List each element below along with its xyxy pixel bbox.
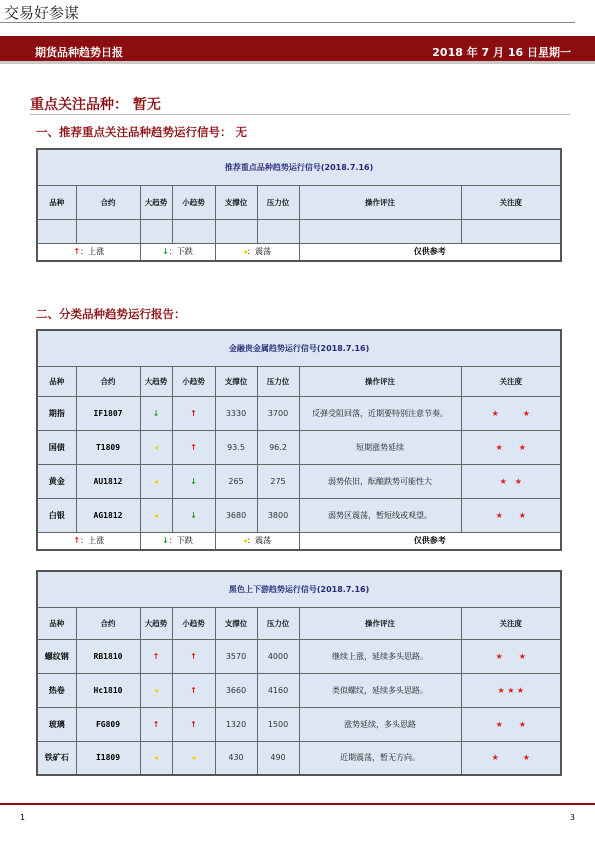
star-rating-icon: ★ ★ [461,498,561,532]
small-trend-up-icon: ↑ [172,673,215,707]
table-row [37,639,561,673]
cell-comment: 继续上涨，延续多头思路。 [299,639,461,673]
star-rating-icon: ★ ★ [461,741,561,775]
cell-contract: T1809 [76,430,140,464]
table-row [37,707,561,741]
col-focus: 关注度 [461,185,561,219]
col-small-trend: 小趋势 [172,185,215,219]
table-row [37,464,561,498]
banner-date: 2018 年 7 月 16 日星期一 [432,46,571,59]
focus-rule [30,114,570,115]
cell-name: 黄金 [37,464,76,498]
cell-comment: 涨势延续，多头思路 [299,707,461,741]
cell-comment: 短期涨势延续 [299,430,461,464]
legend-down: ：下跌 [168,247,193,257]
section1-heading: 一、推荐重点关注品种趋势运行信号： 无 [36,125,248,139]
cell-name: 国债 [37,430,76,464]
table-row [37,430,561,464]
cell-support: 93.5 [215,430,257,464]
cell-pressure: 4000 [257,639,299,673]
star-rating-icon: ★ ★ [461,430,561,464]
col-comment: 操作评注 [299,185,461,219]
cell-contract: AU1812 [76,464,140,498]
col-support: 支撑位 [215,366,257,396]
col-big-trend: 大趋势 [140,185,172,219]
col-big-trend: 大趋势 [140,366,172,396]
focus-varieties-heading: 重点关注品种： 暂无 [30,97,161,113]
star-rating-icon: ★ ★ [461,639,561,673]
cell-name: 铁矿石 [37,741,76,775]
cell-contract: FG809 [76,707,140,741]
sideways-arrow-icon: ◂ [242,247,247,257]
cell-pressure: 3800 [257,498,299,532]
star-rating-icon: ★ ★ ★ [461,673,561,707]
legend-flat: ：震荡 [247,536,271,546]
banner-report-name: 期货品种趋势日报 [35,46,123,59]
legend-note: 仅供参考 [299,243,561,261]
finance-table-title: 金融贵金属趋势运行信号(2018.7.16) [37,330,561,366]
col-small-trend: 小趋势 [172,366,215,396]
cell-name: 期指 [37,396,76,430]
cell-support: 3680 [215,498,257,532]
col-name: 品种 [37,607,76,639]
down-arrow-icon: ↓ [162,247,169,257]
cell-support: 3660 [215,673,257,707]
star-rating-icon: ★ ★ [461,707,561,741]
big-trend-sideways-icon: ◂ [140,430,172,464]
section2-heading: 二、分类品种趋势运行报告： [36,307,186,321]
big-trend-up-icon: ↑ [140,639,172,673]
small-trend-up-icon: ↑ [172,430,215,464]
big-trend-sideways-icon: ◂ [140,673,172,707]
cell-comment: 弱势依旧，酝酿跌势可能性大 [299,464,461,498]
col-comment: 操作评注 [299,607,461,639]
cell-support: 3330 [215,396,257,430]
small-trend-up-icon: ↑ [172,396,215,430]
up-arrow-icon: ↑ [73,536,81,546]
col-contract: 合约 [76,366,140,396]
table-row [37,396,561,430]
col-contract: 合约 [76,607,140,639]
big-trend-sideways-icon: ◂ [140,741,172,775]
cell-pressure: 4160 [257,673,299,707]
cell-pressure: 1500 [257,707,299,741]
col-focus: 关注度 [461,366,561,396]
recommended-signal-table [36,148,562,262]
small-trend-down-icon: ↓ [172,464,215,498]
footer-rule [0,803,595,805]
small-trend-up-icon: ↑ [172,639,215,673]
col-support: 支撑位 [215,607,257,639]
recommended-table-title: 推荐重点品种趋势运行信号(2018.7.16) [37,149,561,185]
cell-name: 热卷 [37,673,76,707]
cell-contract: RB1810 [76,639,140,673]
big-trend-down-icon: ↓ [140,396,172,430]
cell-contract: I1809 [76,741,140,775]
cell-pressure: 490 [257,741,299,775]
cell-support: 3570 [215,639,257,673]
sideways-arrow-icon: ◂ [242,536,247,546]
finance-signal-table [36,329,562,551]
cell-name: 玻璃 [37,707,76,741]
black-table-title: 黑色上下游趋势运行信号(2018.7.16) [37,571,561,607]
col-name: 品种 [37,366,76,396]
small-trend-up-icon: ↑ [172,707,215,741]
cell-support: 430 [215,741,257,775]
page-number-right: 3 [569,813,575,822]
col-focus: 关注度 [461,607,561,639]
cell-support: 265 [215,464,257,498]
cell-pressure: 275 [257,464,299,498]
cell-comment: 反弹受阻回落，近期要特别注意节奏。 [299,396,461,430]
legend-up: ：上涨 [80,247,105,257]
cell-contract: Hc1810 [76,673,140,707]
table-row [37,498,561,532]
legend-note: 仅供参考 [299,532,561,550]
report-brand-title: 交易好参谋 [4,4,80,22]
black-chain-signal-table [36,570,562,776]
star-rating-icon: ★ ★ [461,396,561,430]
cell-pressure: 96.2 [257,430,299,464]
big-trend-sideways-icon: ◂ [140,464,172,498]
legend-row [37,243,561,261]
table-row [37,741,561,775]
legend-flat: ：震荡 [247,247,271,257]
cell-pressure: 3700 [257,396,299,430]
small-trend-down-icon: ↓ [172,498,215,532]
cell-name: 螺纹钢 [37,639,76,673]
col-small-trend: 小趋势 [172,607,215,639]
legend-row [37,532,561,550]
big-trend-up-icon: ↑ [140,707,172,741]
col-pressure: 压力位 [257,607,299,639]
table-row [37,219,561,243]
col-support: 支撑位 [215,185,257,219]
big-trend-sideways-icon: ◂ [140,498,172,532]
small-trend-sideways-icon: ◂ [172,741,215,775]
col-name: 品种 [37,185,76,219]
header-rule [0,22,575,23]
cell-contract: AG1812 [76,498,140,532]
legend-down: ：下跌 [168,536,193,546]
up-arrow-icon: ↑ [73,247,81,257]
cell-comment: 近期震荡，暂无方向。 [299,741,461,775]
col-contract: 合约 [76,185,140,219]
cell-comment: 类似螺纹，延续多头思路。 [299,673,461,707]
star-rating-icon: ★ ★ [461,464,561,498]
table-row [37,673,561,707]
col-pressure: 压力位 [257,366,299,396]
cell-support: 1320 [215,707,257,741]
cell-contract: IF1807 [76,396,140,430]
cell-comment: 弱势区震荡，暂短线或观望。 [299,498,461,532]
down-arrow-icon: ↓ [162,536,169,546]
col-comment: 操作评注 [299,366,461,396]
cell-name: 白银 [37,498,76,532]
report-banner [0,36,595,64]
page-number-left: 1 [20,813,26,822]
legend-up: ：上涨 [80,536,105,546]
col-big-trend: 大趋势 [140,607,172,639]
col-pressure: 压力位 [257,185,299,219]
